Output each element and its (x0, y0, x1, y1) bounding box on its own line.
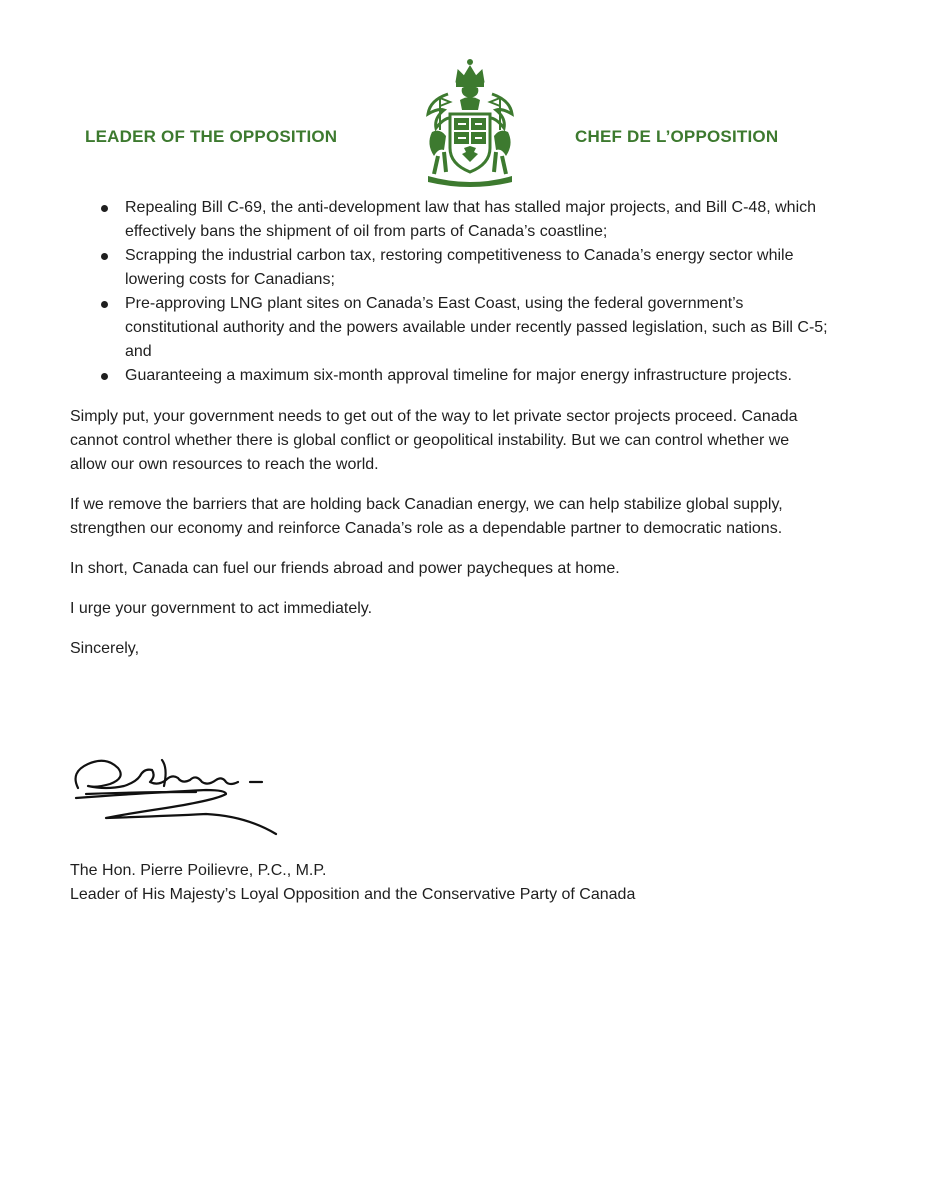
letterhead-right-title: CHEF DE L’OPPOSITION (575, 127, 779, 146)
paragraph: If we remove the barriers that are holding back Canadian energy, we can help stabilize global supply, strengthen our economy and reinforce Canada’s role as a dependable partner to democratic nations. (70, 496, 783, 537)
signature-image (66, 742, 286, 838)
letterhead-left-title: LEADER OF THE OPPOSITION (85, 127, 338, 146)
paragraph: I urge your government to act immediately. (70, 600, 373, 617)
list-item (70, 196, 830, 244)
signature-block (70, 859, 635, 907)
paragraph: In short, Canada can fuel our friends abroad and power paycheques at home. (70, 560, 620, 577)
policy-bullet-list (70, 196, 830, 388)
closing: Sincerely, (70, 640, 140, 657)
bullet-icon (101, 373, 108, 380)
bullet-icon (101, 301, 108, 308)
list-item-text: Guaranteeing a maximum six-month approval timeline for major energy infrastructure projects. (125, 367, 792, 384)
coat-of-arms-icon (418, 52, 522, 192)
list-item-text: Scrapping the industrial carbon tax, restoring competitiveness to Canada’s energy sector while lowering costs for Canadians; (125, 247, 794, 288)
signer-name: The Hon. Pierre Poilievre, P.C., M.P. (70, 862, 327, 879)
list-item-text: Pre-approving LNG plant sites on Canada’s East Coast, using the federal government’s constitutional authority and the powers available under recently passed legislation, such as Bill C-5; and (125, 295, 828, 360)
list-item (70, 364, 830, 388)
signer-title: Leader of His Majesty’s Loyal Opposition and the Conservative Party of Canada (70, 886, 636, 903)
bullet-icon (101, 205, 108, 212)
list-item-text: Repealing Bill C-69, the anti-development law that has stalled major projects, and Bill C-48, which effectively bans the shipment of oil from parts of Canada’s coastline; (125, 199, 817, 240)
bullet-icon (101, 253, 108, 260)
letter-body (70, 196, 830, 661)
list-item (70, 244, 830, 292)
list-item (70, 292, 830, 364)
paragraph: Simply put, your government needs to get out of the way to let private sector projects proceed. Canada cannot control whether there is global conflict or geopolitical instability. But we can control whether we allow our own resources to reach the world. (70, 408, 798, 473)
